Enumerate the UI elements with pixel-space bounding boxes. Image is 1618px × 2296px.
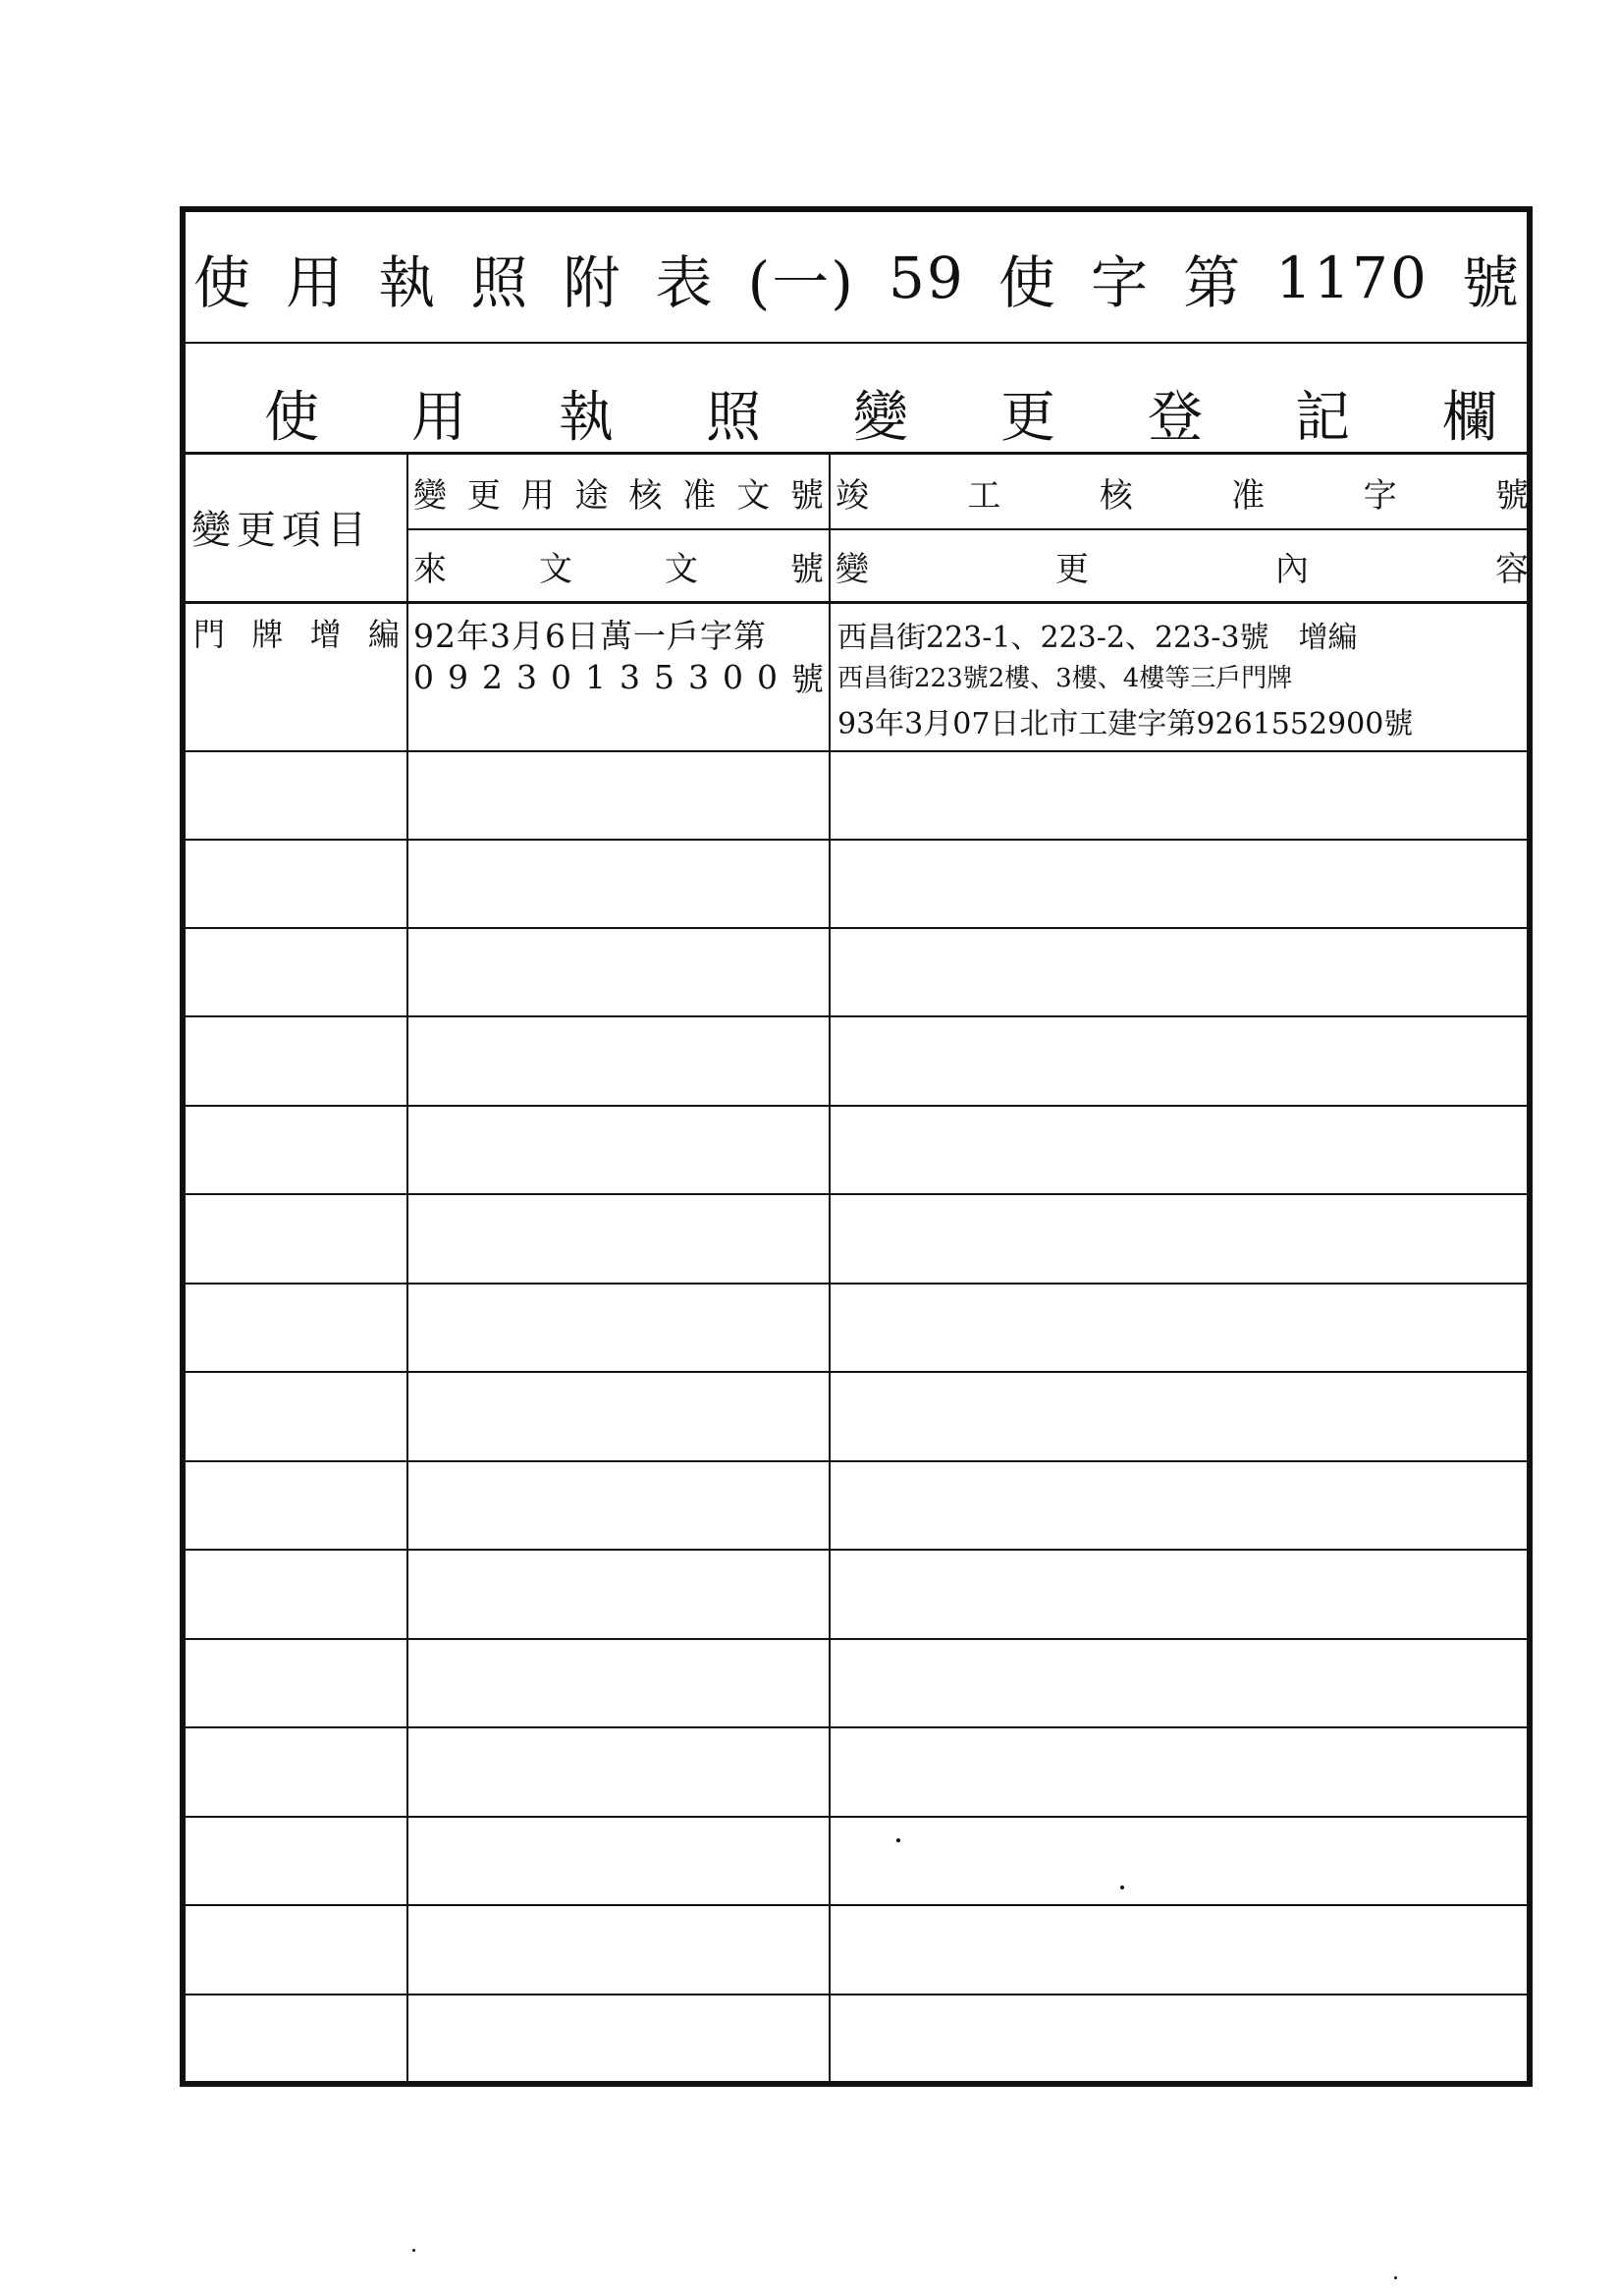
title-char: 號 [1461,249,1521,316]
item-char: 編 [367,616,400,653]
row1-content-line2: 西昌街223號2樓、3樓、4樓等三戶門牌 [837,664,1293,693]
title-char: 照 [470,249,530,316]
header-char: 文 [539,549,572,589]
row1-document-line2 [413,654,824,699]
header-char: 號 [789,475,824,516]
header-char: 用 [520,475,555,516]
row-line [186,1283,1527,1285]
subtitle-char: 用 [411,386,466,450]
doc-digit: 0 [551,657,571,696]
header-char: 准 [1231,475,1266,516]
header-char: 核 [628,475,663,516]
header-char: 途 [574,475,609,516]
header-char: 變 [836,549,869,589]
doc-digit: 0 [413,657,434,696]
row-line [186,927,1527,929]
header-char: 號 [790,549,824,589]
subtitle-char: 使 [264,386,319,450]
header-char: 內 [1275,549,1309,589]
row-line [186,1994,1527,1995]
header-char: 更 [466,475,501,516]
scan-speck [412,2249,415,2252]
subtitle-char: 執 [559,386,614,450]
title-number: 1170 [1275,245,1429,311]
header-mid-line [406,528,1527,530]
row-line [186,1371,1527,1373]
subtitle-char: 記 [1295,386,1350,450]
header-change-item: 變更項目 [191,507,372,553]
title-char: 使 [193,249,253,316]
header-char: 准 [682,475,717,516]
row-line [186,1549,1527,1551]
title-char: 執 [378,249,438,316]
row-line [186,1904,1527,1906]
header-bottom-line [186,601,1527,604]
doc-suffix: 號 [791,659,824,698]
title-char: (一) [747,249,855,316]
header-char: 工 [967,475,1001,516]
scan-speck [1120,1886,1124,1889]
header-char: 變 [413,475,447,516]
doc-digit: 2 [482,657,503,696]
row1-content-line3: 93年3月07日北市工建字第9261552900號 [837,707,1414,741]
header-char: 核 [1099,475,1133,516]
doc-digit: 3 [516,657,537,696]
header-approval-number [413,462,824,522]
subtitle-char: 更 [1000,386,1055,450]
row1-document-line1: 92年3月6日萬一戶字第 [413,617,767,655]
row1-change-item [193,609,400,656]
row-line [186,839,1527,841]
doc-digit: 1 [585,657,606,696]
row-line [186,750,1527,752]
subtitle-char: 登 [1148,386,1203,450]
header-top-line [186,452,1527,455]
row-line [186,1726,1527,1728]
row-line [186,1105,1527,1107]
header-incoming-number [413,534,824,597]
row-line [186,1015,1527,1017]
scan-speck [896,1838,900,1842]
row-line [186,1638,1527,1640]
header-change-content [836,534,1529,597]
item-char: 牌 [251,616,284,653]
header-char: 文 [665,549,698,589]
row-line [186,1193,1527,1195]
header-char: 文 [736,475,771,516]
header-char: 號 [1494,475,1529,516]
title-char: 表 [655,249,715,316]
doc-digit: 0 [723,657,743,696]
header-completion-approval [836,462,1529,522]
license-annex-form [180,206,1533,2087]
header-char: 字 [1363,475,1397,516]
title-divider [186,342,1527,344]
column-divider [829,452,831,2081]
form-title [193,234,1521,322]
item-char: 門 [193,616,226,653]
row-line [186,1816,1527,1818]
header-char: 容 [1495,549,1529,589]
subtitle-char: 照 [706,386,761,450]
title-char: 字 [1091,249,1151,316]
subtitle-char: 欄 [1442,386,1497,450]
doc-digit: 3 [620,657,640,696]
title-char: 使 [998,249,1057,316]
header-char: 更 [1055,549,1089,589]
title-char: 第 [1183,249,1243,316]
title-number: 59 [889,245,965,311]
scan-speck [1394,2276,1397,2279]
title-char: 用 [286,249,346,316]
title-char: 附 [563,249,622,316]
header-char: 來 [413,549,447,589]
row-line [186,1460,1527,1462]
doc-digit: 0 [757,657,778,696]
doc-digit: 9 [448,657,468,696]
column-divider [406,452,408,2081]
doc-digit: 5 [654,657,674,696]
header-char: 竣 [836,475,869,516]
item-char: 增 [309,616,342,653]
subtitle-char: 變 [853,386,908,450]
row1-content-line1: 西昌街223-1、223-2、223-3號 增編 [837,621,1358,655]
doc-digit: 3 [688,657,709,696]
